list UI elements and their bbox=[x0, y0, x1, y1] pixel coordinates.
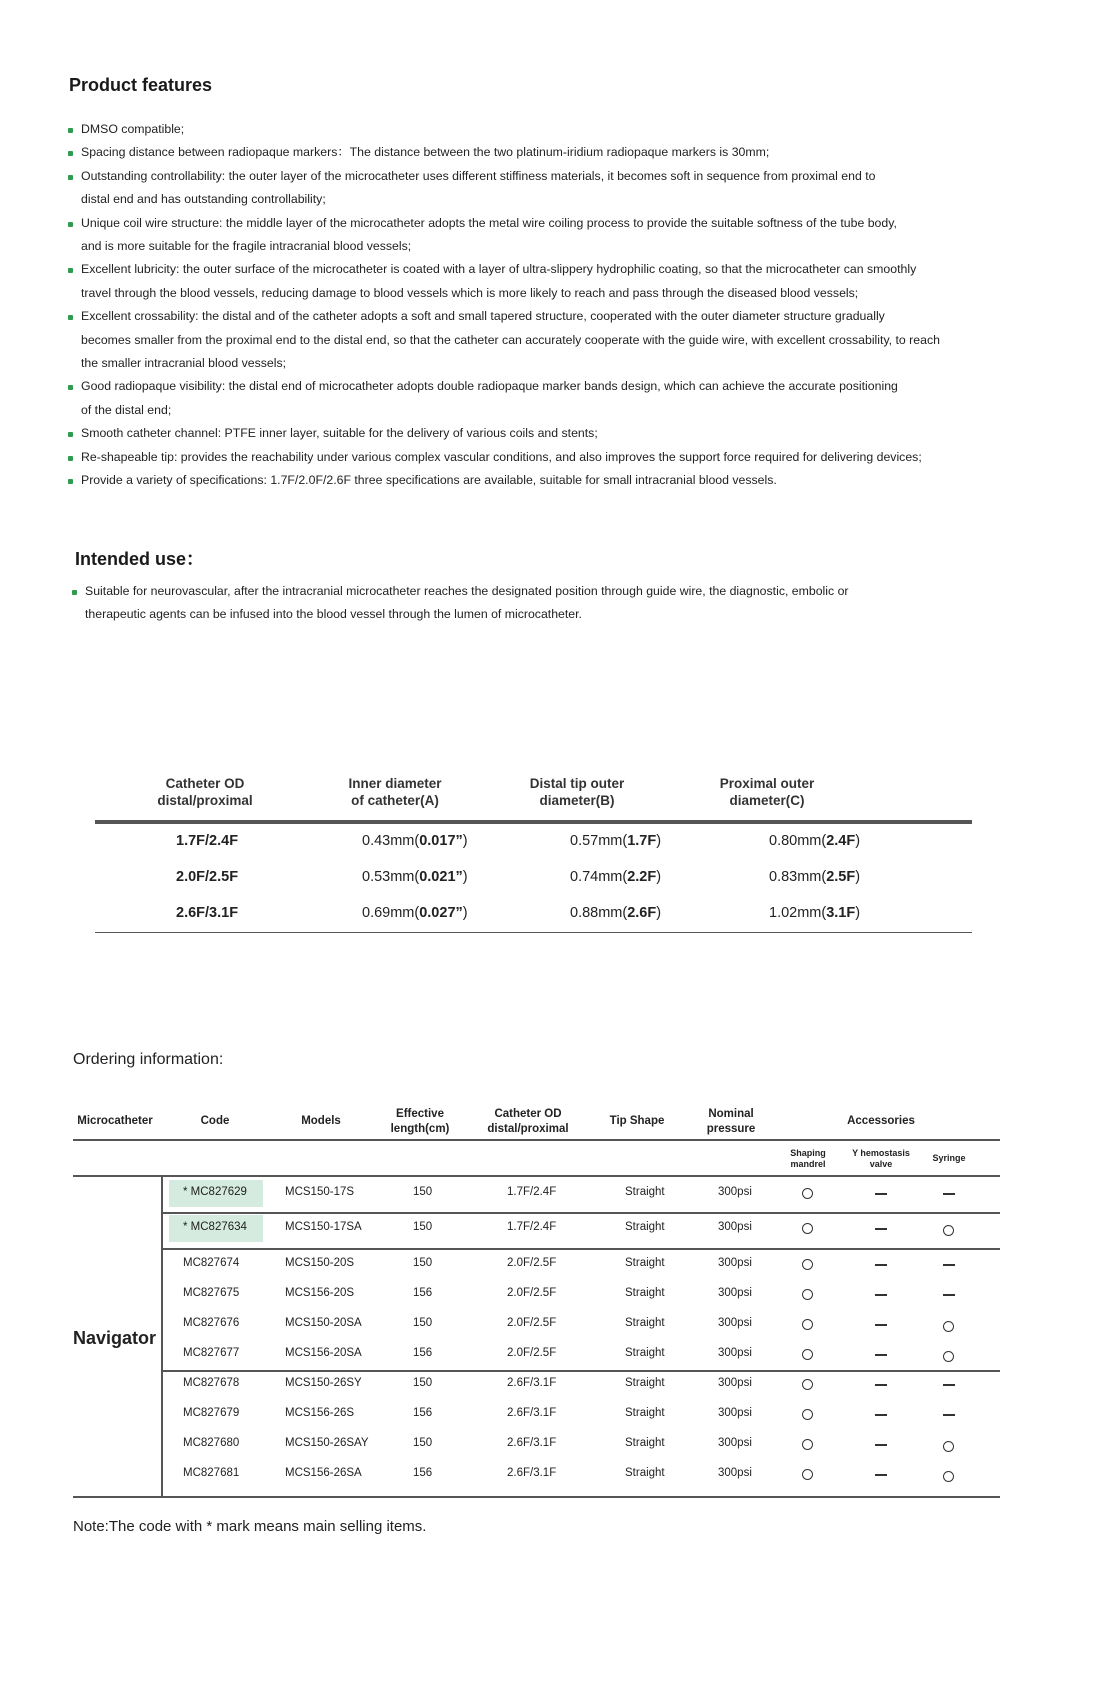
valve-not-included-icon bbox=[875, 1444, 887, 1446]
ordering-info-title: Ordering information: bbox=[73, 1051, 224, 1068]
bullet-line: distal end and has outstanding controllability; bbox=[81, 192, 326, 207]
spec-value-unit: 2.5F bbox=[826, 869, 856, 885]
order-code: * MC827629 bbox=[183, 1186, 247, 1198]
order-code: MC827681 bbox=[183, 1467, 240, 1479]
syringe-included-icon bbox=[943, 1471, 954, 1482]
spec-value-close: ) bbox=[656, 833, 662, 849]
bullet-line: Unique coil wire structure: the middle layer of the microcatheter adopts the metal wire coiling process to provide the suitable softness of the tube body, bbox=[81, 215, 897, 230]
mandrel-included-icon bbox=[802, 1469, 813, 1480]
spec-value-mm: 0.88mm( bbox=[570, 905, 628, 921]
order-pressure: 300psi bbox=[718, 1221, 752, 1233]
spec-value bbox=[570, 833, 661, 849]
syringe-included-icon bbox=[943, 1225, 954, 1236]
spec-value bbox=[769, 833, 860, 849]
spec-value-mm: 0.57mm( bbox=[570, 833, 628, 849]
order-header-line: Effective bbox=[396, 1108, 444, 1120]
spec-value-unit: 3.1F bbox=[826, 905, 856, 921]
syringe-included-icon bbox=[943, 1321, 954, 1332]
order-od: 2.0F/2.5F bbox=[507, 1257, 557, 1269]
valve-not-included-icon bbox=[875, 1324, 887, 1326]
spec-value bbox=[362, 905, 468, 921]
bullet-line: DMSO compatible; bbox=[81, 122, 185, 136]
order-subheader-line: Shaping bbox=[790, 1148, 826, 1158]
valve-not-included-icon bbox=[875, 1354, 887, 1356]
order-model: MCS150-26SY bbox=[285, 1377, 362, 1389]
order-tip: Straight bbox=[625, 1186, 665, 1198]
order-tip: Straight bbox=[625, 1437, 665, 1449]
spec-od: 1.7F/2.4F bbox=[176, 833, 239, 849]
order-pressure: 300psi bbox=[718, 1377, 752, 1389]
spec-value-close: ) bbox=[462, 833, 468, 849]
order-header-line: Models bbox=[301, 1115, 341, 1127]
bullet-line: travel through the blood vessels, reducing damage to blood vessels which is more likely to reach and pass through the diseased blood vessels; bbox=[81, 285, 859, 300]
spec-value-close: ) bbox=[462, 905, 468, 921]
spec-value-close: ) bbox=[462, 869, 468, 885]
spec-value-unit: 1.7F bbox=[627, 833, 657, 849]
syringe-included-icon bbox=[943, 1441, 954, 1452]
order-tip: Straight bbox=[625, 1377, 665, 1389]
spec-value-unit: 2.4F bbox=[826, 833, 856, 849]
order-code: * MC827634 bbox=[183, 1221, 247, 1233]
valve-not-included-icon bbox=[875, 1384, 887, 1386]
order-header-line: length(cm) bbox=[390, 1123, 450, 1135]
valve-not-included-icon bbox=[875, 1228, 887, 1230]
order-header-line: Tip Shape bbox=[609, 1115, 665, 1127]
order-model: MCS150-26SAY bbox=[285, 1437, 369, 1449]
valve-not-included-icon bbox=[875, 1193, 887, 1195]
order-bottom-rule bbox=[73, 1496, 1000, 1498]
order-pressure: 300psi bbox=[718, 1317, 752, 1329]
syringe-not-included-icon bbox=[943, 1193, 955, 1195]
product-features-item bbox=[68, 446, 1028, 469]
product-features-item bbox=[68, 258, 1028, 305]
mandrel-included-icon bbox=[802, 1409, 813, 1420]
order-model: MCS150-17S bbox=[285, 1186, 355, 1198]
specification-table bbox=[95, 770, 972, 933]
order-tip: Straight bbox=[625, 1407, 665, 1419]
bullet-line: therapeutic agents can be infused into the blood vessel through the lumen of microcatheter. bbox=[85, 607, 582, 622]
order-header-line: Nominal bbox=[708, 1108, 754, 1120]
spec-value-mm: 1.02mm( bbox=[769, 905, 827, 921]
order-pressure: 300psi bbox=[718, 1257, 752, 1269]
mandrel-included-icon bbox=[802, 1439, 813, 1450]
order-subheader-line: valve bbox=[869, 1159, 893, 1169]
bullet-line: Excellent crossability: the distal and of the catheter adopts a soft and small tapered structure, cooperated with the outer diameter structure gradually bbox=[81, 309, 885, 324]
mandrel-included-icon bbox=[802, 1379, 813, 1390]
spec-header-line: distal/proximal bbox=[157, 793, 253, 808]
product-features-item bbox=[68, 375, 1028, 422]
order-group-divider bbox=[161, 1176, 163, 1496]
order-header-line: Code bbox=[200, 1115, 230, 1127]
order-header-accessories bbox=[821, 1114, 941, 1129]
mandrel-included-icon bbox=[802, 1349, 813, 1360]
order-subheader-line: mandrel bbox=[790, 1159, 826, 1169]
order-od: 2.6F/3.1F bbox=[507, 1467, 557, 1479]
spec-value-unit: 0.027” bbox=[419, 905, 463, 921]
spec-header-line: diameter(B) bbox=[539, 793, 615, 808]
order-header-line: Accessories bbox=[847, 1115, 915, 1127]
spec-value bbox=[362, 833, 468, 849]
product-features-item bbox=[68, 305, 1028, 375]
order-length: 156 bbox=[413, 1287, 433, 1299]
order-length: 156 bbox=[413, 1467, 433, 1479]
spec-value-close: ) bbox=[855, 905, 861, 921]
order-pressure: 300psi bbox=[718, 1437, 752, 1449]
spec-header-0 bbox=[105, 775, 305, 809]
order-od: 2.6F/3.1F bbox=[507, 1437, 557, 1449]
bullet-line: becomes smaller from the proximal end to the distal end, so that the catheter can accurately cooperate with the guide wire, with excellent crossability, to reach bbox=[81, 332, 940, 347]
syringe-included-icon bbox=[943, 1351, 954, 1362]
spec-table-bottom-rule bbox=[95, 932, 972, 933]
order-tip: Straight bbox=[625, 1467, 665, 1479]
order-subheader-line: Y hemostasis bbox=[852, 1148, 910, 1158]
spec-header-1 bbox=[295, 775, 495, 809]
spec-row bbox=[95, 824, 972, 860]
order-row-group-rule bbox=[161, 1212, 1000, 1214]
ordering-note: Note:The code with * mark means main selling items. bbox=[73, 1518, 427, 1535]
order-header-pressure bbox=[671, 1107, 791, 1137]
order-header-line: distal/proximal bbox=[487, 1123, 569, 1135]
spec-header-line: Inner diameter bbox=[348, 776, 442, 791]
order-od: 2.0F/2.5F bbox=[507, 1317, 557, 1329]
order-code: MC827680 bbox=[183, 1437, 240, 1449]
order-subheader-rule bbox=[73, 1175, 1000, 1177]
order-model: MCS150-20S bbox=[285, 1257, 355, 1269]
order-pressure: 300psi bbox=[718, 1347, 752, 1359]
order-od: 2.6F/3.1F bbox=[507, 1377, 557, 1389]
spec-value-mm: 0.53mm( bbox=[362, 869, 420, 885]
order-pressure: 300psi bbox=[718, 1407, 752, 1419]
order-length: 150 bbox=[413, 1186, 433, 1198]
order-length: 156 bbox=[413, 1407, 433, 1419]
spec-od: 2.0F/2.5F bbox=[176, 869, 239, 885]
order-model: MCS150-20SA bbox=[285, 1317, 362, 1329]
spec-header-3 bbox=[667, 775, 867, 809]
bullet-line: the smaller intracranial blood vessels; bbox=[81, 356, 287, 371]
order-pressure: 300psi bbox=[718, 1467, 752, 1479]
order-tip: Straight bbox=[625, 1221, 665, 1233]
spec-value-mm: 0.74mm( bbox=[570, 869, 628, 885]
spec-od: 2.6F/3.1F bbox=[176, 905, 239, 921]
order-row-group-rule bbox=[161, 1248, 1000, 1250]
spec-value-unit: 0.017” bbox=[419, 833, 463, 849]
intended-use-title: Intended use： bbox=[75, 549, 205, 569]
order-code: MC827677 bbox=[183, 1347, 240, 1359]
order-od: 1.7F/2.4F bbox=[507, 1186, 557, 1198]
order-code: MC827679 bbox=[183, 1407, 240, 1419]
syringe-not-included-icon bbox=[943, 1414, 955, 1416]
product-features-item bbox=[68, 212, 1028, 259]
order-tip: Straight bbox=[625, 1347, 665, 1359]
order-tip: Straight bbox=[625, 1257, 665, 1269]
intended-use-item bbox=[72, 580, 952, 627]
mandrel-included-icon bbox=[802, 1319, 813, 1330]
spec-value bbox=[570, 869, 661, 885]
intended-use-list bbox=[72, 580, 952, 627]
order-od: 1.7F/2.4F bbox=[507, 1221, 557, 1233]
spec-value-close: ) bbox=[855, 869, 861, 885]
product-features-item bbox=[68, 165, 1028, 212]
product-features-list bbox=[68, 118, 1028, 493]
order-length: 150 bbox=[413, 1377, 433, 1389]
order-code: MC827675 bbox=[183, 1287, 240, 1299]
syringe-not-included-icon bbox=[943, 1294, 955, 1296]
order-pressure: 300psi bbox=[718, 1186, 752, 1198]
order-header-od bbox=[468, 1107, 588, 1137]
order-header-code bbox=[155, 1114, 275, 1129]
bullet-line: Outstanding controllability: the outer layer of the microcatheter uses different stiffiness materials, it becomes soft in sequence from proximal end to bbox=[81, 168, 876, 183]
order-header-line: Catheter OD bbox=[494, 1108, 562, 1120]
product-features-title: Product features bbox=[69, 75, 213, 95]
bullet-line: Smooth catheter channel: PTFE inner layer, suitable for the delivery of various coils and stents; bbox=[81, 426, 598, 441]
mandrel-included-icon bbox=[802, 1188, 813, 1199]
order-model: MCS156-26S bbox=[285, 1407, 355, 1419]
bullet-line: Provide a variety of specifications: 1.7F/2.0F/2.6F three specifications are available, suitable for small intracranial blood vessels. bbox=[81, 473, 777, 488]
order-tip: Straight bbox=[625, 1287, 665, 1299]
order-length: 150 bbox=[413, 1437, 433, 1449]
order-length: 150 bbox=[413, 1221, 433, 1233]
spec-value bbox=[570, 905, 661, 921]
order-code: MC827678 bbox=[183, 1377, 240, 1389]
order-od: 2.0F/2.5F bbox=[507, 1287, 557, 1299]
order-header-rule bbox=[73, 1139, 1000, 1141]
spec-row bbox=[95, 896, 972, 932]
spec-value bbox=[362, 869, 468, 885]
order-model: MCS156-20S bbox=[285, 1287, 355, 1299]
order-od: 2.0F/2.5F bbox=[507, 1347, 557, 1359]
bullet-line: Suitable for neurovascular, after the intracranial microcatheter reaches the designated position through guide wire, the diagnostic, embolic or bbox=[85, 584, 849, 598]
spec-value-mm: 0.83mm( bbox=[769, 869, 827, 885]
spec-value-close: ) bbox=[656, 869, 662, 885]
order-subheader-line: Syringe bbox=[932, 1153, 966, 1163]
bullet-line: Re-shapeable tip: provides the reachability under various complex vascular conditions, and also improves the support force required for delivering devices; bbox=[81, 449, 922, 464]
spec-header-2 bbox=[477, 775, 677, 809]
spec-header-line: Catheter OD bbox=[165, 776, 245, 791]
product-features-item bbox=[68, 141, 1028, 164]
order-subheader-syringe bbox=[909, 1153, 989, 1164]
spec-value-mm: 0.43mm( bbox=[362, 833, 420, 849]
spec-value-mm: 0.69mm( bbox=[362, 905, 420, 921]
order-header-line: Microcatheter bbox=[77, 1115, 153, 1127]
mandrel-included-icon bbox=[802, 1223, 813, 1234]
valve-not-included-icon bbox=[875, 1294, 887, 1296]
group-name-navigator: Navigator bbox=[73, 1328, 157, 1348]
order-model: MCS156-20SA bbox=[285, 1347, 362, 1359]
syringe-not-included-icon bbox=[943, 1384, 955, 1386]
order-code: MC827674 bbox=[183, 1257, 240, 1269]
spec-value-close: ) bbox=[855, 833, 861, 849]
spec-value-mm: 0.80mm( bbox=[769, 833, 827, 849]
order-od: 2.6F/3.1F bbox=[507, 1407, 557, 1419]
order-length: 150 bbox=[413, 1317, 433, 1329]
syringe-not-included-icon bbox=[943, 1264, 955, 1266]
order-code: MC827676 bbox=[183, 1317, 240, 1329]
order-header-line: pressure bbox=[706, 1123, 756, 1135]
order-model: MCS156-26SA bbox=[285, 1467, 362, 1479]
mandrel-included-icon bbox=[802, 1289, 813, 1300]
spec-header-line: of catheter(A) bbox=[351, 793, 439, 808]
bullet-line: of the distal end; bbox=[81, 402, 172, 417]
spec-header-line: Proximal outer bbox=[719, 776, 815, 791]
order-pressure: 300psi bbox=[718, 1287, 752, 1299]
bullet-line: Excellent lubricity: the outer surface of the microcatheter is coated with a layer of ultra-slippery hydrophilic coating, so that the microcatheter can smoothly bbox=[81, 262, 917, 277]
valve-not-included-icon bbox=[875, 1474, 887, 1476]
product-features-item bbox=[68, 422, 1028, 445]
spec-value-unit: 2.6F bbox=[627, 905, 657, 921]
bullet-line: Good radiopaque visibility: the distal end of microcatheter adopts double radiopaque marker bands design, which can achieve the accurate positioning bbox=[81, 379, 898, 394]
mandrel-included-icon bbox=[802, 1259, 813, 1270]
order-length: 150 bbox=[413, 1257, 433, 1269]
product-features-item bbox=[68, 469, 1028, 492]
spec-value-unit: 2.2F bbox=[627, 869, 657, 885]
order-length: 156 bbox=[413, 1347, 433, 1359]
order-model: MCS150-17SA bbox=[285, 1221, 362, 1233]
order-row-group-rule bbox=[161, 1370, 1000, 1372]
spec-header-line: Distal tip outer bbox=[529, 776, 625, 791]
bullet-line: and is more suitable for the fragile intracranial blood vessels; bbox=[81, 239, 412, 254]
spec-row bbox=[95, 860, 972, 896]
valve-not-included-icon bbox=[875, 1264, 887, 1266]
order-tip: Straight bbox=[625, 1317, 665, 1329]
spec-value bbox=[769, 905, 860, 921]
spec-table-header bbox=[95, 770, 972, 824]
order-subheader-mandrel bbox=[768, 1148, 848, 1170]
spec-value-unit: 0.021” bbox=[419, 869, 463, 885]
bullet-line: Spacing distance between radiopaque markers：The distance between the two platinum-iridium radiopaque markers is 30mm; bbox=[81, 145, 770, 160]
valve-not-included-icon bbox=[875, 1414, 887, 1416]
spec-header-line: diameter(C) bbox=[729, 793, 805, 808]
product-features-item bbox=[68, 118, 1028, 141]
spec-value-close: ) bbox=[656, 905, 662, 921]
spec-value bbox=[769, 869, 860, 885]
order-header-length bbox=[360, 1107, 480, 1137]
